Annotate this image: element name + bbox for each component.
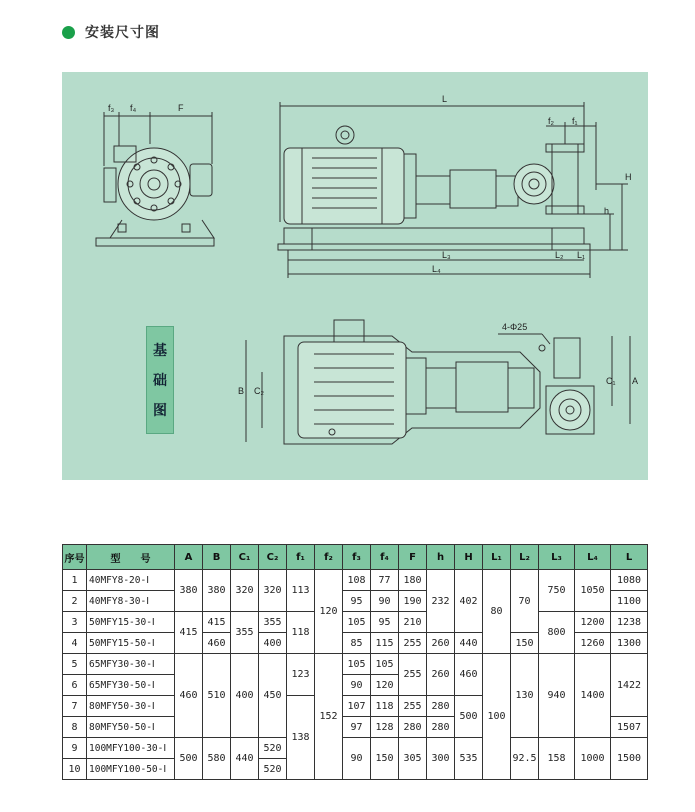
dim-B: B: [238, 386, 245, 396]
col-header: L₁: [483, 545, 511, 570]
cell: 150: [371, 738, 399, 780]
col-header: 序号: [63, 545, 87, 570]
cell: 1238: [611, 612, 648, 633]
cell: 150: [511, 633, 539, 654]
dim-f1: f₁: [572, 116, 578, 126]
cell: 65MFY30-30-Ⅰ: [87, 654, 175, 675]
cell: 320: [231, 570, 259, 612]
cell: 255: [399, 633, 427, 654]
col-header: f₂: [315, 545, 343, 570]
cell: 80MFY50-30-Ⅰ: [87, 696, 175, 717]
cell: 520: [259, 759, 287, 780]
cell: 460: [203, 633, 231, 654]
col-header: L₂: [511, 545, 539, 570]
section-title: 安装尺寸图: [85, 25, 160, 41]
side-view-pump: [96, 146, 214, 246]
dim-H: H: [625, 172, 632, 182]
cell: 3: [63, 612, 87, 633]
dim-L1: L₁: [577, 250, 586, 260]
dim-L4: L₄: [432, 264, 441, 274]
cell: 280: [399, 717, 427, 738]
cell: 107: [343, 696, 371, 717]
cell: 460: [175, 654, 203, 738]
cell: 1080: [611, 570, 648, 591]
cell: 400: [231, 654, 259, 738]
cell: 128: [371, 717, 399, 738]
cell: 2: [63, 591, 87, 612]
cell: 280: [427, 696, 455, 717]
cell: 9: [63, 738, 87, 759]
foundation-plan: [284, 320, 594, 444]
foundation-plan-label: [146, 326, 174, 434]
cell: 440: [231, 738, 259, 780]
col-header: f₄: [371, 545, 399, 570]
cell: 90: [371, 591, 399, 612]
dim-A: A: [632, 376, 639, 386]
cell: 80MFY50-50-Ⅰ: [87, 717, 175, 738]
col-header: L: [611, 545, 648, 570]
cell: 940: [539, 654, 575, 738]
cell: 105: [343, 612, 371, 633]
cell: 500: [175, 738, 203, 780]
cell: 50MFY15-30-Ⅰ: [87, 612, 175, 633]
col-header: L₄: [575, 545, 611, 570]
cell: 580: [203, 738, 231, 780]
cell: 1260: [575, 633, 611, 654]
cell: 180: [399, 570, 427, 591]
cell: 138: [287, 696, 315, 780]
cell: 4: [63, 633, 87, 654]
cell: 190: [399, 591, 427, 612]
cell: 1000: [575, 738, 611, 780]
cell: 115: [371, 633, 399, 654]
cell: 85: [343, 633, 371, 654]
cell: 90: [343, 738, 371, 780]
cell: 97: [343, 717, 371, 738]
cell: 1507: [611, 717, 648, 738]
cell: 255: [399, 654, 427, 696]
cell: 123: [287, 654, 315, 696]
cell: 100MFY100-50-Ⅰ: [87, 759, 175, 780]
cell: 1050: [575, 570, 611, 612]
cell: 300: [427, 738, 455, 780]
col-header: B: [203, 545, 231, 570]
cell: 1200: [575, 612, 611, 633]
cell: 95: [371, 612, 399, 633]
col-header: f₃: [343, 545, 371, 570]
cell: 520: [259, 738, 287, 759]
cell: 105: [343, 654, 371, 675]
cell: 440: [455, 633, 483, 654]
cell: 6: [63, 675, 87, 696]
cell: 1100: [611, 591, 648, 612]
cell: 80: [483, 570, 511, 654]
front-view-motor: [284, 126, 584, 224]
cell: 40MFY8-30-Ⅰ: [87, 591, 175, 612]
cell: 402: [455, 570, 483, 633]
table-row: [63, 612, 648, 633]
dim-L2: L₂: [555, 250, 564, 260]
cell: 100: [483, 654, 511, 780]
table-row: [63, 654, 648, 675]
dim-C2: C₂: [254, 386, 264, 396]
installation-drawing: [62, 72, 648, 480]
col-header: h: [427, 545, 455, 570]
cell: 118: [287, 612, 315, 654]
cell: 400: [259, 633, 287, 654]
cell: 380: [203, 570, 231, 612]
cell: 1422: [611, 654, 648, 717]
dim-L: L: [442, 94, 448, 104]
cell: 260: [427, 654, 455, 696]
section-header: [62, 22, 160, 42]
cell: 355: [231, 612, 259, 654]
col-header: f₁: [287, 545, 315, 570]
cell: 750: [539, 570, 575, 612]
cell: 95: [343, 591, 371, 612]
col-header: 型 号: [87, 545, 175, 570]
cell: 380: [175, 570, 203, 612]
cell: 280: [427, 717, 455, 738]
cell: 40MFY8-20-Ⅰ: [87, 570, 175, 591]
dimensions-table: [62, 544, 648, 780]
bullet-dot-icon: [62, 26, 75, 39]
foundation-label-char-1: 基: [153, 343, 167, 359]
cell: 355: [259, 612, 287, 633]
col-header: A: [175, 545, 203, 570]
dim-f2: f₂: [548, 116, 554, 126]
cell: 152: [315, 654, 343, 780]
cell: 305: [399, 738, 427, 780]
col-header: C₁: [231, 545, 259, 570]
cell: 800: [539, 612, 575, 654]
table-row: [63, 570, 648, 591]
cell: 130: [511, 654, 539, 738]
table-header-row: [63, 545, 648, 570]
col-header: F: [399, 545, 427, 570]
cell: 108: [343, 570, 371, 591]
col-header: C₂: [259, 545, 287, 570]
cell: 65MFY30-50-Ⅰ: [87, 675, 175, 696]
cell: 260: [427, 633, 455, 654]
cell: 500: [455, 696, 483, 738]
cell: 1: [63, 570, 87, 591]
dim-F: F: [178, 103, 184, 113]
cell: 415: [175, 612, 203, 654]
front-view-base: [278, 228, 590, 250]
dim-f3: f₃: [108, 103, 115, 113]
cell: 50MFY15-50-Ⅰ: [87, 633, 175, 654]
col-header: H: [455, 545, 483, 570]
cell: 320: [259, 570, 287, 612]
cell: 105: [371, 654, 399, 675]
cell: 120: [315, 570, 343, 654]
table-row: [63, 738, 648, 759]
dim-bolt-holes: 4-Φ25: [502, 322, 528, 332]
dim-h: h: [604, 206, 610, 216]
cell: 77: [371, 570, 399, 591]
cell: 7: [63, 696, 87, 717]
cell: 232: [427, 570, 455, 633]
cell: 460: [455, 654, 483, 696]
cell: 158: [539, 738, 575, 780]
cell: 118: [371, 696, 399, 717]
dim-C1: C₁: [606, 376, 616, 386]
cell: 90: [343, 675, 371, 696]
cell: 415: [203, 612, 231, 633]
cell: 450: [259, 654, 287, 738]
cell: 210: [399, 612, 427, 633]
cell: 1400: [575, 654, 611, 738]
cell: 120: [371, 675, 399, 696]
cell: 5: [63, 654, 87, 675]
cell: 70: [511, 570, 539, 633]
cell: 255: [399, 696, 427, 717]
cell: 535: [455, 738, 483, 780]
col-header: L₃: [539, 545, 575, 570]
dim-L3: L₃: [442, 250, 451, 260]
dim-f4: f₄: [130, 103, 137, 113]
cell: 510: [203, 654, 231, 738]
cell: 100MFY100-30-Ⅰ: [87, 738, 175, 759]
foundation-label-char-3: 图: [153, 403, 167, 419]
cell: 113: [287, 570, 315, 612]
cell: 10: [63, 759, 87, 780]
cell: 1500: [611, 738, 648, 780]
cell: 1300: [611, 633, 648, 654]
foundation-label-char-2: 础: [153, 373, 167, 389]
cell: 8: [63, 717, 87, 738]
cell: 92.5: [511, 738, 539, 780]
